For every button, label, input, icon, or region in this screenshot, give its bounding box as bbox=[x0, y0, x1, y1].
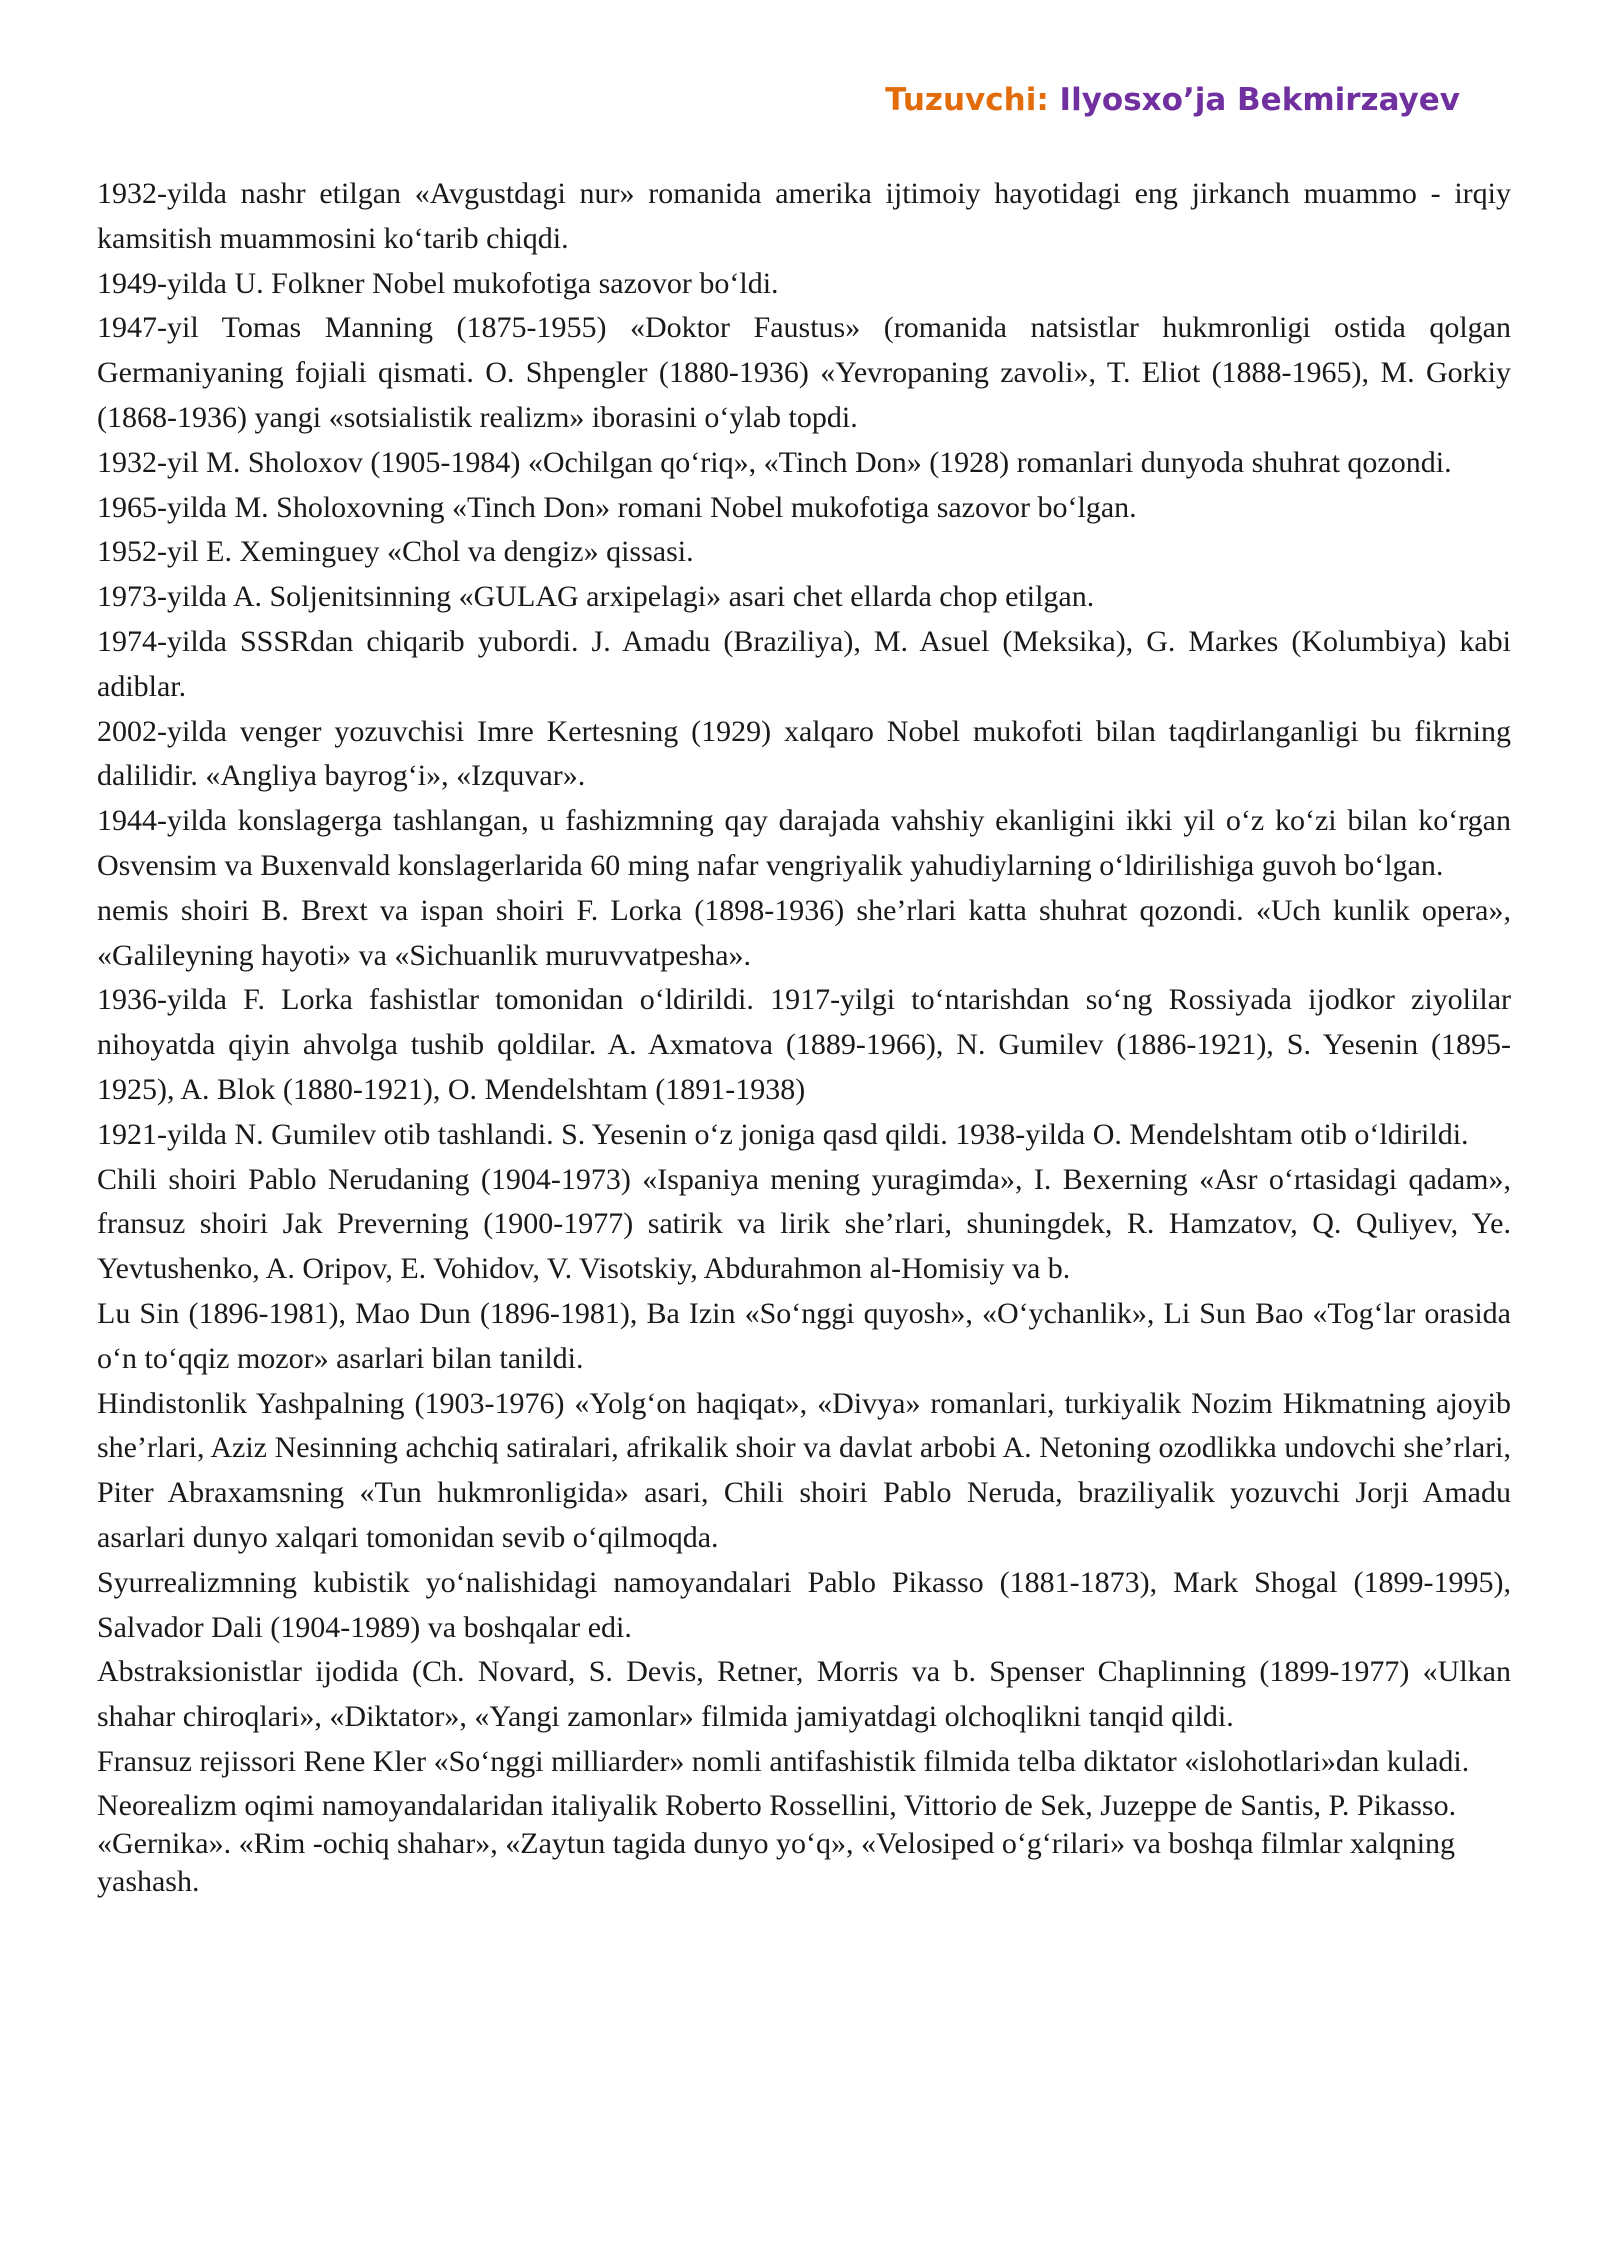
paragraph: 1965-yilda M. Sholoxovning «Tinch Don» romani Nobel mukofotiga sazovor bo‘lgan. bbox=[97, 490, 1137, 524]
paragraph: Hindistonlik Yashpalning (1903-1976) «Yolg‘on haqiqat», «Divya» romanlari, turkiyalik Nozim Hikmatning ajoyib she’rlari, Aziz Nesinning achchiq satiralari, afrikalik shoir va davlat arbobi A. Netoning ozodlikka undovchi she’rlari, Piter Abraxamsning «Tun hukmronligida» asari, Chili shoiri Pablo Neruda, braziliyalik yozuvchi Jorji Amadu asarlari dunyo xalqari tomonidan sevib o‘qilmoqda. bbox=[97, 1386, 1511, 1554]
paragraph: Fransuz rejissori Rene Kler «So‘nggi milliarder» nomli antifashistik filmida telba diktator «islohotlari»dan kuladi. bbox=[97, 1744, 1470, 1778]
paragraph: 2002-yilda venger yozuvchisi Imre Kertesning (1929) xalqaro Nobel mukofoti bilan taqdirlanganligi bu fikrning dalilidir. «Angliya bayrog‘i», «Izquvar». bbox=[97, 714, 1511, 793]
paragraph: 1947-yil Tomas Manning (1875-1955) «Doktor Faustus» (romanida natsistlar hukmronligi ostida qolgan Germaniyaning fojiali qismati. O. Shpengler (1880-1936) «Yevropaning zavoli», T. Eliot (1888-1965), M. Gorkiy (1868-1936) yangi «sotsialistik realizm» iborasini o‘ylab topdi. bbox=[97, 311, 1511, 434]
document-body bbox=[97, 172, 1511, 1901]
paragraph: 1921-yilda N. Gumilev otib tashlandi. S. Yesenin o‘z joniga qasd qildi. 1938-yilda O. Mendelshtam otib o‘ldirildi. bbox=[97, 1117, 1469, 1151]
paragraph: 1952-yil E. Xeminguey «Chol va dengiz» qissasi. bbox=[97, 535, 694, 569]
paragraph: 1949-yilda U. Folkner Nobel mukofotiga sazovor bo‘ldi. bbox=[97, 266, 779, 300]
paragraph: Neorealizm oqimi namoyandalaridan italiyalik Roberto Rossellini, Vittorio de Sek, Juzeppe de Santis, P. Pikasso. «Gernika». «Rim -ochiq shahar», «Zaytun tagida dunyo yo‘q», «Velosiped o‘g‘rilari» va boshqa filmlar xalqning yashash. bbox=[97, 1788, 1457, 1898]
paragraph: Lu Sin (1896-1981), Mao Dun (1896-1981), Ba Izin «So‘nggi quyosh», «O‘ychanlik», Li Sun Bao «Tog‘lar orasida o‘n to‘qqiz mozor» asarlari bilan tanildi. bbox=[97, 1296, 1511, 1375]
compiler-name: Ilyosxo’ja Bekmirzayev bbox=[1059, 82, 1460, 118]
paragraph: 1932-yil M. Sholoxov (1905-1984) «Ochilgan qo‘riq», «Tinch Don» (1928) romanlari dunyoda shuhrat qozondi. bbox=[97, 445, 1452, 479]
paragraph: 1936-yilda F. Lorka fashistlar tomonidan o‘ldirildi. 1917-yilgi to‘ntarishdan so‘ng Rossiyada ijodkor ziyolilar nihoyatda qiyin ahvolga tushib qoldilar. A. Axmatova (1889-1966), N. Gumilev (1886-1921), S. Yesenin (1895-1925), A. Blok (1880-1921), O. Mendelshtam (1891-1938) bbox=[97, 983, 1511, 1106]
paragraph: Syurrealizmning kubistik yo‘nalishidagi namoyandalari Pablo Pikasso (1881-1873), Mark Shogal (1899-1995), Salvador Dali (1904-1989) va boshqalar edi. bbox=[97, 1565, 1511, 1644]
paragraph: nemis shoiri B. Brext va ispan shoiri F. Lorka (1898-1936) she’rlari katta shuhrat qozondi. «Uch kunlik opera», «Galileyning hayoti» va «Sichuanlik muruvvatpesha». bbox=[97, 893, 1511, 972]
paragraph: 1974-yilda SSSRdan chiqarib yubordi. J. Amadu (Braziliya), M. Asuel (Meksika), G. Markes (Kolumbiya) kabi adiblar. bbox=[97, 624, 1511, 703]
page-header bbox=[885, 82, 1460, 118]
paragraph: Chili shoiri Pablo Nerudaning (1904-1973) «Ispaniya mening yuragimda», I. Bexerning «Asr o‘rtasidagi qadam», fransuz shoiri Jak Preverning (1900-1977) satirik va lirik she’rlari, shuningdek, R. Hamzatov, Q. Quliyev, Ye. Yevtushenko, A. Oripov, E. Vohidov, V. Visotskiy, Abdurahmon al-Homisiy va b. bbox=[97, 1162, 1511, 1286]
paragraph: Abstraksionistlar ijodida (Ch. Novard, S. Devis, Retner, Morris va b. Spenser Chaplinning (1899-1977) «Ulkan shahar chiroqlari», «Diktator», «Yangi zamonlar» filmida jamiyatdagi olchoqlikni tanqid qildi. bbox=[97, 1655, 1511, 1734]
paragraph: 1944-yilda konslagerga tashlangan, u fashizmning qay darajada vahshiy ekanligini ikki yil o‘z ko‘zi bilan ko‘rgan Osvensim va Buxenvald konslagerlarida 60 ming nafar vengriyalik yahudiylarning o‘ldirilishiga guvoh bo‘lgan. bbox=[97, 804, 1511, 882]
paragraph: 1932-yilda nashr etilgan «Avgustdagi nur» romanida amerika ijtimoiy hayotidagi eng jirkanch muammo - irqiy kamsitish muammosini ko‘tarib chiqdi. bbox=[97, 177, 1511, 255]
compiler-label: Tuzuvchi: bbox=[885, 82, 1049, 118]
paragraph: 1973-yilda A. Soljenitsinning «GULAG arxipelagi» asari chet ellarda chop etilgan. bbox=[97, 580, 1095, 614]
